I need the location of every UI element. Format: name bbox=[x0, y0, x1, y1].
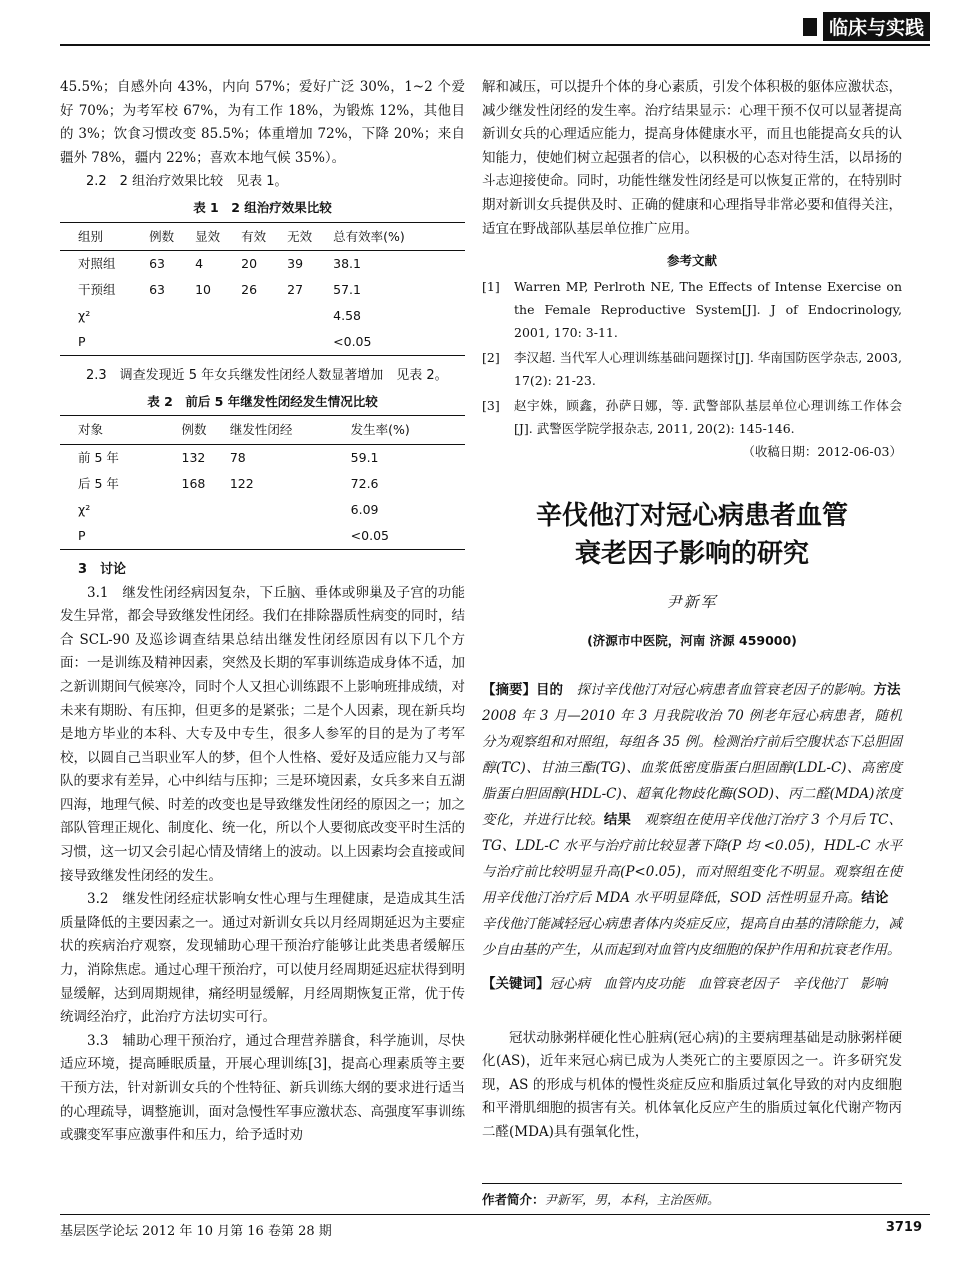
reference-text: Warren MP, Perlroth NE, The Effects of Intense Exercise on the Female Reproductive System[J]. J of Endocrinology, 2001, 170: 3-11. bbox=[514, 278, 902, 340]
table-cell bbox=[195, 303, 241, 329]
table1-header-cell: 总有效率(%) bbox=[333, 222, 465, 251]
abstract-aim: 探讨辛伐他汀对冠心病患者血管衰老因子的影响。 bbox=[563, 681, 874, 698]
table-cell: 132 bbox=[181, 450, 206, 466]
abstract-result: 观察组在使用辛伐他汀治疗 3 个月后 TC、TG、LDL-C 水平与治疗前比较显著下降(P 均 <0.05)，HDL-C 水平与治疗前比较明显升高(P<0.05)，而对照组变化不明显。观察组在使用辛伐他汀治疗后 MDA 水平明显降低，SOD 活性明显升高。 bbox=[482, 811, 903, 906]
table-cell: 38.1 bbox=[333, 256, 361, 272]
reference-number: [3] bbox=[482, 397, 500, 413]
abstract-conclusion-label: 结论 bbox=[861, 889, 889, 906]
table-row bbox=[60, 471, 465, 497]
table2-header-cell: 例数 bbox=[182, 416, 230, 445]
table-row bbox=[60, 251, 465, 278]
keywords bbox=[482, 971, 902, 997]
table-cell: 168 bbox=[181, 476, 206, 492]
table-cell bbox=[241, 329, 287, 356]
paragraph-3-3: 3.3 辅助心理干预治疗，通过合理营养膳食，科学施训，尽快适应环境，提高睡眠质量，开展心理训练[3]，提高心理素质等主要干预方法，针对新训女兵的个性特征、新兵训练大纲的要求进行适当的心理疏导，调整施训，面对急慢性军事应激状态、高强度军事训练或骤变军事应激事件和压力，给予适时劝 bbox=[60, 1032, 465, 1144]
left-column bbox=[60, 76, 465, 1148]
right-column bbox=[482, 76, 914, 1145]
table1-header-cell: 显效 bbox=[195, 222, 241, 251]
table-row bbox=[60, 329, 465, 356]
table2-header-row bbox=[60, 416, 465, 445]
table-cell: <0.05 bbox=[333, 329, 465, 356]
table-cell bbox=[230, 523, 351, 550]
table-cell: 59.1 bbox=[350, 450, 379, 466]
table1-header-cell: 有效 bbox=[241, 222, 287, 251]
article-title-line: 衰老因子影响的研究 bbox=[574, 539, 809, 570]
body-paragraph: 冠状动脉粥样硬化性心脏病(冠心病)的主要病理基础是动脉粥样硬化(AS)，近年来冠心病已成为人类死亡的主要原因之一。许多研究发现，AS 的形成与机体的慢性炎症反应和脂质过氧化导致的对内皮细胞和平滑肌细胞的损害有关。机体氧化反应产生的脂质过氧化代谢产物丙二醛(MDA)具有强氧化性， bbox=[482, 1029, 902, 1140]
table-cell bbox=[195, 329, 241, 356]
table1-header-cell: 例数 bbox=[149, 222, 195, 251]
table-cell: 4.58 bbox=[333, 308, 361, 324]
table-cell: 后 5 年 bbox=[78, 476, 119, 492]
abstract bbox=[482, 677, 914, 963]
section-tag-label: 临床与实践 bbox=[823, 12, 930, 41]
author-affiliation: (济源市中医院，河南 济源 459000) bbox=[587, 632, 797, 648]
table-cell: P bbox=[60, 329, 149, 356]
abstract-conclusion: 辛伐他汀能减轻冠心病患者体内炎症反应，提高自由基的清除能力，减少自由基的产生，从而起到对血管内皮细胞的保护作用和抗衰老作用。 bbox=[482, 889, 902, 958]
abstract-label: 【摘要】 bbox=[482, 681, 536, 698]
table-cell: 6.09 bbox=[350, 502, 379, 518]
table2-header-cell: 继发性闭经 bbox=[230, 416, 351, 445]
article-title-line: 辛伐他汀对冠心病患者血管 bbox=[535, 501, 848, 532]
table-cell: 122 bbox=[229, 476, 254, 492]
journal-info: 基层医学论坛 2012 年 10 月第 16 卷第 28 期 bbox=[60, 1224, 332, 1239]
table-cell: <0.05 bbox=[351, 523, 465, 550]
table-cell bbox=[287, 329, 333, 356]
abstract-aim-label: 目的 bbox=[536, 681, 563, 698]
table-cell: 63 bbox=[149, 256, 165, 272]
paragraph-3-2: 3.2 继发性闭经症状影响女性心理与生理健康，是造成其生活质量降低的主要因素之一。通过对新训女兵以月经周期延迟为主要症状的疾病治疗观察，发现辅助心理干预治疗能够让此类患者缓解压力，消除焦虑。通过心理干预治疗，可以使月经周期延迟症状得到明显缓解，达到周期规律，痛经明显缓解，月经周期恢复正常，优于传统调经治疗，此治疗方法切实可行。 bbox=[60, 891, 465, 1026]
table-cell: 20 bbox=[241, 256, 258, 272]
table1-header-row bbox=[60, 222, 465, 251]
table-cell: 39 bbox=[287, 256, 304, 272]
table-cell bbox=[182, 523, 230, 550]
author-bio-text: 尹新军，男，本科，主治医师。 bbox=[544, 1192, 720, 1207]
reference-text: 李汉超. 当代军人心理训练基础问题探讨[J]. 华南国防医学杂志, 2003, 17(2): 21-23. bbox=[514, 349, 902, 388]
table-cell: 57.1 bbox=[333, 282, 361, 298]
article-title bbox=[482, 497, 902, 573]
table-cell bbox=[182, 497, 230, 523]
author-name: 尹新军 bbox=[666, 593, 718, 612]
table-cell bbox=[149, 329, 195, 356]
table-row bbox=[60, 497, 465, 523]
table-cell: 78 bbox=[229, 450, 246, 466]
reference-number: [2] bbox=[482, 349, 500, 365]
table-cell: 63 bbox=[149, 282, 165, 298]
table-cell bbox=[241, 303, 287, 329]
page-number: 3719 bbox=[885, 1220, 922, 1235]
keywords-label: 【关键词】 bbox=[482, 975, 550, 992]
author-bio bbox=[482, 1183, 902, 1208]
table-cell bbox=[287, 303, 333, 329]
reference-item bbox=[482, 394, 902, 440]
header-rule bbox=[60, 44, 930, 46]
reference-item bbox=[482, 346, 902, 392]
reference-item bbox=[482, 275, 902, 344]
section-2-3: 2.3 调查发现近 5 年女兵继发性闭经人数显著增加 见表 2。 bbox=[86, 368, 448, 384]
table-row bbox=[60, 523, 465, 550]
continued-paragraph: 解和减压，可以提升个体的身心素质，引发个体积极的躯体应激状态，减少继发性闭经的发生率。治疗结果显示：心理干预不仅可以显著提高新训女兵的心理适应能力，提高身体健康水平，而且也能提高女兵的认知能力，使她们树立起强者的信心，以积极的心态对待生活，以昂扬的斗志迎接使命。同时，功能性继发性闭经是可以恢复正常的，在特别时期对新训女兵提供及时、正确的健康和心理指导非常必要和值得关注，适宜在野战部队基层单位推广应用。 bbox=[482, 79, 902, 237]
section-square-icon bbox=[803, 18, 817, 36]
section-tag bbox=[803, 12, 930, 41]
table-cell: 干预组 bbox=[78, 282, 116, 298]
abstract-result-label: 结果 bbox=[603, 811, 631, 828]
table-cell: 前 5 年 bbox=[78, 450, 119, 466]
section-3-heading: 3 讨论 bbox=[78, 561, 127, 577]
table-cell: 72.6 bbox=[350, 476, 379, 492]
intro-paragraph: 45.5%；自感外向 43%，内向 57%；爱好广泛 30%，1~2 个爱好 70%；为考军校 67%，为有工作 18%，为锻炼 12%，其他目的 3%；饮食习惯改变 85.5%；体重增加 72%，下降 20%；来自疆外 78%，疆内 22%；喜欢本地气候 35%）。 bbox=[60, 79, 465, 166]
abstract-method: 2008 年 3 月—2010 年 3 月我院收治 70 例老年冠心病患者，随机分为观察组和对照组，每组各 35 例。检测治疗前后空腹状态下总胆固醇(TC)、甘油三酯(TG)、血浆低密度脂蛋白胆固醇(LDL-C)、高密度脂蛋白胆固醇(HDL-C)、超氧化物歧化酶(SOD)、丙二醛(MDA)浓度变化，并进行比较。 bbox=[482, 681, 914, 828]
references-title: 参考文献 bbox=[666, 253, 717, 269]
received-date: （收稿日期：2012-06-03） bbox=[742, 443, 902, 459]
table2-header-cell: 对象 bbox=[60, 416, 182, 445]
table2-header-cell: 发生率(%) bbox=[351, 416, 465, 445]
keywords-text: 冠心病 血管内皮功能 血管衰老因子 辛伐他汀 影响 bbox=[549, 975, 887, 992]
author-bio-label: 作者简介： bbox=[482, 1192, 545, 1207]
table1-caption: 表 1 2 组治疗效果比较 bbox=[193, 199, 332, 215]
paragraph-3-1: 3.1 继发性闭经病因复杂，下丘脑、垂体或卵巢及子宫的功能发生异常，都会导致继发性闭经。我们在排除器质性病变的同时，结合 SCL-90 及巡诊调查结果总结出继发性闭经原因有以下几个方面：一是训练及精神因素，突然及长期的军事训练造成身体不适，加之新训期间气候寒冷，同时个人又担心训练跟不上影响班排成绩，对未来有期盼、有压抑，但更多的是紧张；二是个人因素，现在新兵均是地方毕业的本科、大专及中专生，很多人参军的目的是为了考军校，以圆自己当职业军人的梦，但个人性格、爱好及适应能力又与部队的要求有差异，心中纠结与压抑；三是环境因素，女兵多来自五湖四海，地理气候、时差的改变也是导致继发性闭经的原因之一；加之部队管理正规化、制度化、统一化，所以个人要彻底改变平时生活的习惯，这一切又会引起心情及情绪上的波动。以上因素均会直接或间接导致继发性闭经的发生。 bbox=[60, 584, 465, 884]
reference-number: [1] bbox=[482, 278, 500, 294]
table-cell: 27 bbox=[287, 282, 304, 298]
footer-rule bbox=[60, 1214, 930, 1215]
table-cell: 4 bbox=[195, 256, 204, 272]
table-cell: 对照组 bbox=[78, 256, 116, 272]
table-cell: χ² bbox=[78, 502, 91, 518]
table-cell: χ² bbox=[78, 308, 91, 324]
reference-text: 赵宇姝，顾鑫，孙萨日娜，等. 武警部队基层单位心理训练工作体会[J]. 武警医学院学报杂志, 2011, 20(2): 145-146. bbox=[514, 397, 902, 436]
section-2-2: 2.2 2 组治疗效果比较 见表 1。 bbox=[86, 174, 288, 190]
table1-header-cell: 无效 bbox=[287, 222, 333, 251]
table1-header-cell: 组别 bbox=[60, 222, 149, 251]
table-row bbox=[60, 277, 465, 303]
table-row bbox=[60, 444, 465, 471]
table-cell bbox=[230, 497, 351, 523]
table2 bbox=[60, 415, 465, 550]
table-cell: P bbox=[60, 523, 182, 550]
abstract-method-label: 方法 bbox=[873, 681, 901, 698]
table1 bbox=[60, 222, 465, 357]
table-cell: 10 bbox=[195, 282, 212, 298]
table2-caption: 表 2 前后 5 年继发性闭经发生情况比较 bbox=[147, 393, 378, 409]
table-cell bbox=[149, 303, 195, 329]
table-cell: 26 bbox=[241, 282, 258, 298]
table-row bbox=[60, 303, 465, 329]
